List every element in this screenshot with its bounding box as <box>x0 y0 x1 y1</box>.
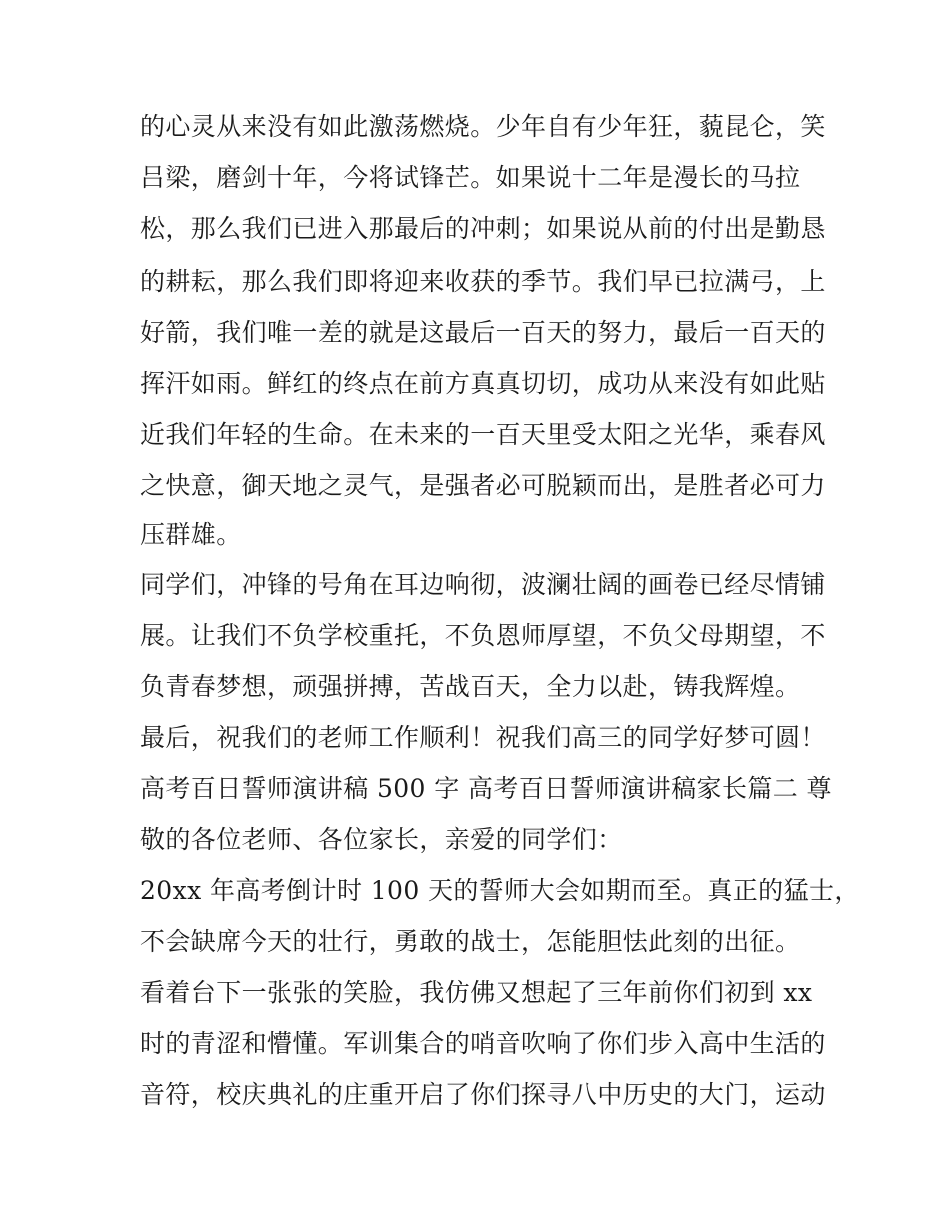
text-line: 不会缺席今天的壮行，勇敢的战士，怎能胆怯此刻的出征。 <box>140 927 801 956</box>
text-line: 最后，祝我们的老师工作顺利！祝我们高三的同学好梦可圆！ <box>140 723 826 752</box>
text-line: 展。让我们不负学校重托，不负恩师厚望，不负父母期望，不 <box>140 621 826 650</box>
text-line: 吕梁，磨剑十年，今将试锋芒。如果说十二年是漫长的马拉 <box>140 163 801 192</box>
text-line: 松，那么我们已进入那最后的冲刺；如果说从前的付出是勤恳 <box>140 214 826 243</box>
text-line: 音符，校庆典礼的庄重开启了你们探寻八中历史的大门，运动 <box>140 1080 826 1109</box>
text-line: 负青春梦想，顽强拼搏，苦战百天，全力以赴，铸我辉煌。 <box>140 672 801 701</box>
text-line: 的心灵从来没有如此激荡燃烧。少年自有少年狂，藐昆仑，笑 <box>140 112 826 141</box>
text-line: 敬的各位老师、各位家长，亲爱的同学们： <box>140 825 623 854</box>
text-line: 好箭，我们唯一差的就是这最后一百天的努力，最后一百天的 <box>140 318 826 347</box>
text-line: 时的青涩和懵懂。军训集合的哨音吹响了你们步入高中生活的 <box>140 1029 826 1058</box>
text-line: 20xx 年高考倒计时 100 天的誓师大会如期而至。真正的猛士， <box>140 876 860 905</box>
text-line: 同学们，冲锋的号角在耳边响彻，波澜壮阔的画卷已经尽情铺 <box>140 570 826 599</box>
text-line: 挥汗如雨。鲜红的终点在前方真真切切，成功从来没有如此贴 <box>140 369 826 398</box>
text-line: 看着台下一张张的笑脸，我仿佛又想起了三年前你们初到 xx <box>140 978 813 1007</box>
text-line: 高考百日誓师演讲稿 500 字 高考百日誓师演讲稿家长篇二 尊 <box>140 774 832 803</box>
text-line: 的耕耘，那么我们即将迎来收获的季节。我们早已拉满弓，上 <box>140 267 826 296</box>
text-line: 近我们年轻的生命。在未来的一百天里受太阳之光华，乘春风 <box>140 420 826 449</box>
text-line: 压群雄。 <box>140 520 242 549</box>
text-line: 之快意，御天地之灵气，是强者必可脱颖而出，是胜者必可力 <box>140 471 826 500</box>
